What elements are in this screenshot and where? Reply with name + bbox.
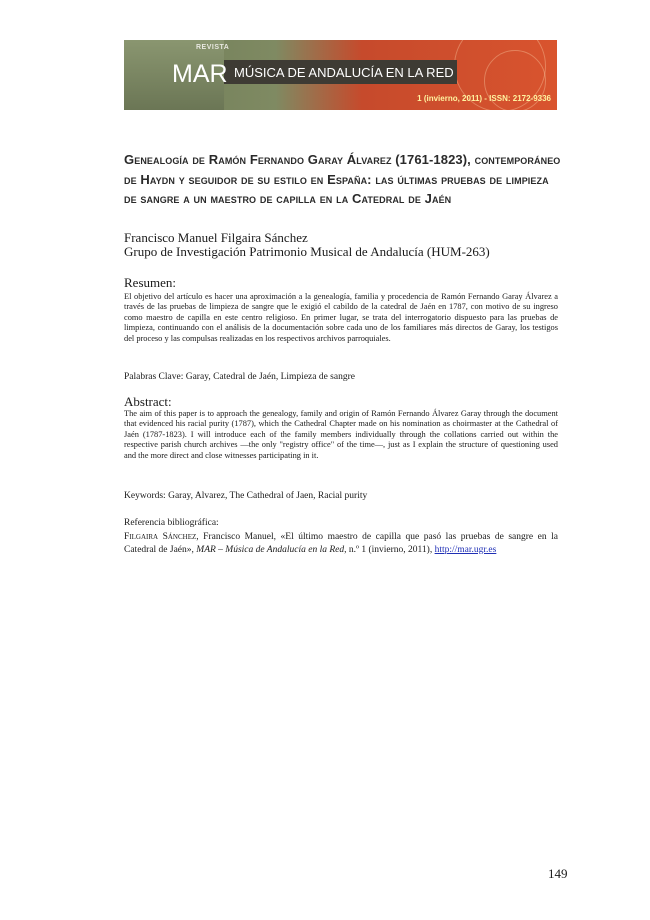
keywords <box>124 490 367 502</box>
article-author: Francisco Manuel Filgaira Sánchez <box>124 230 308 245</box>
journal-logo: MAR <box>172 60 228 88</box>
palabras-clave <box>124 371 355 383</box>
reference-heading: Referencia bibliográfica: <box>124 518 219 528</box>
abstract-text: The aim of this paper is to approach the genealogy, family and origin of Ramón Fernando Álvarez Garay through the document that evidenced his racial purity (1787), which the Cathedral Chapter made on his nomination as choirmaster at the Cathedral of Jaén (1787-1823). I will introduce each of the family members individually through the collations carried out within the respective parish church archives —the only "registry office" of the time—, just as I explain the structure of questioning used and the more direct and close witnesses participating in it. <box>124 409 558 460</box>
journal-banner <box>124 40 557 110</box>
keywords-label: Keywords: <box>124 491 169 501</box>
abstract-heading: Abstract: <box>124 394 172 409</box>
reference-journal: MAR – Música de Andalucía en la Red <box>196 545 345 555</box>
reference-text-1: , Francisco Manuel, «El último maestro de capilla que pasó las pruebas de sangre en la Catedral de Jaén», <box>124 532 558 555</box>
journal-subtitle: MÚSICA DE ANDALUCÍA EN LA RED <box>234 65 454 80</box>
reference-link[interactable]: http://mar.ugr.es <box>434 545 497 555</box>
keywords-value: Garay, Alvarez, The Cathedral of Jaen, Racial purity <box>168 491 368 501</box>
reference-text-2: , n.º 1 (invierno, 2011), <box>344 545 435 555</box>
palabras-clave-value: Garay, Catedral de Jaén, Limpieza de sangre <box>185 372 355 382</box>
reference-citation <box>124 531 558 557</box>
page-number: 149 <box>548 866 568 881</box>
resumen-text: El objetivo del artículo es hacer una aproximación a la genealogía, familia y procedencia de Ramón Fernando Garay Álvarez a través de las pruebas de limpieza de sangre que le exigió el cabildo de la catedral de Jaén en 1787, con motivo de su ingreso como maestro de capilla en este centro religioso. En primer lugar, se trata del interrogatorio dispuesto para las pruebas de limpieza, continuando con el análisis de la documentación sobre cada uno de los familiares más directos de Garay, los testigos del proceso y las compulsas realizadas en los respectivos archivos parroquiales. <box>124 292 558 343</box>
palabras-clave-label: Palabras Clave: <box>124 372 186 382</box>
banner-revista-label: REVISTA <box>196 44 230 51</box>
reference-author: Filgaira Sánchez <box>124 532 197 542</box>
issue-info: 1 (invierno, 2011) - ISSN: 2172-9336 <box>417 94 551 103</box>
author-affiliation: Grupo de Investigación Patrimonio Musical de Andalucía (HUM-263) <box>124 244 490 259</box>
resumen-heading: Resumen: <box>124 275 176 290</box>
article-title: Genealogía de Ramón Fernando Garay Álvarez (1761-1823), contemporáneo de Haydn y seguidor de su estilo en España: las últimas pruebas de limpieza de sangre a un maestro de capilla en la Catedral de Jaén <box>124 152 561 206</box>
